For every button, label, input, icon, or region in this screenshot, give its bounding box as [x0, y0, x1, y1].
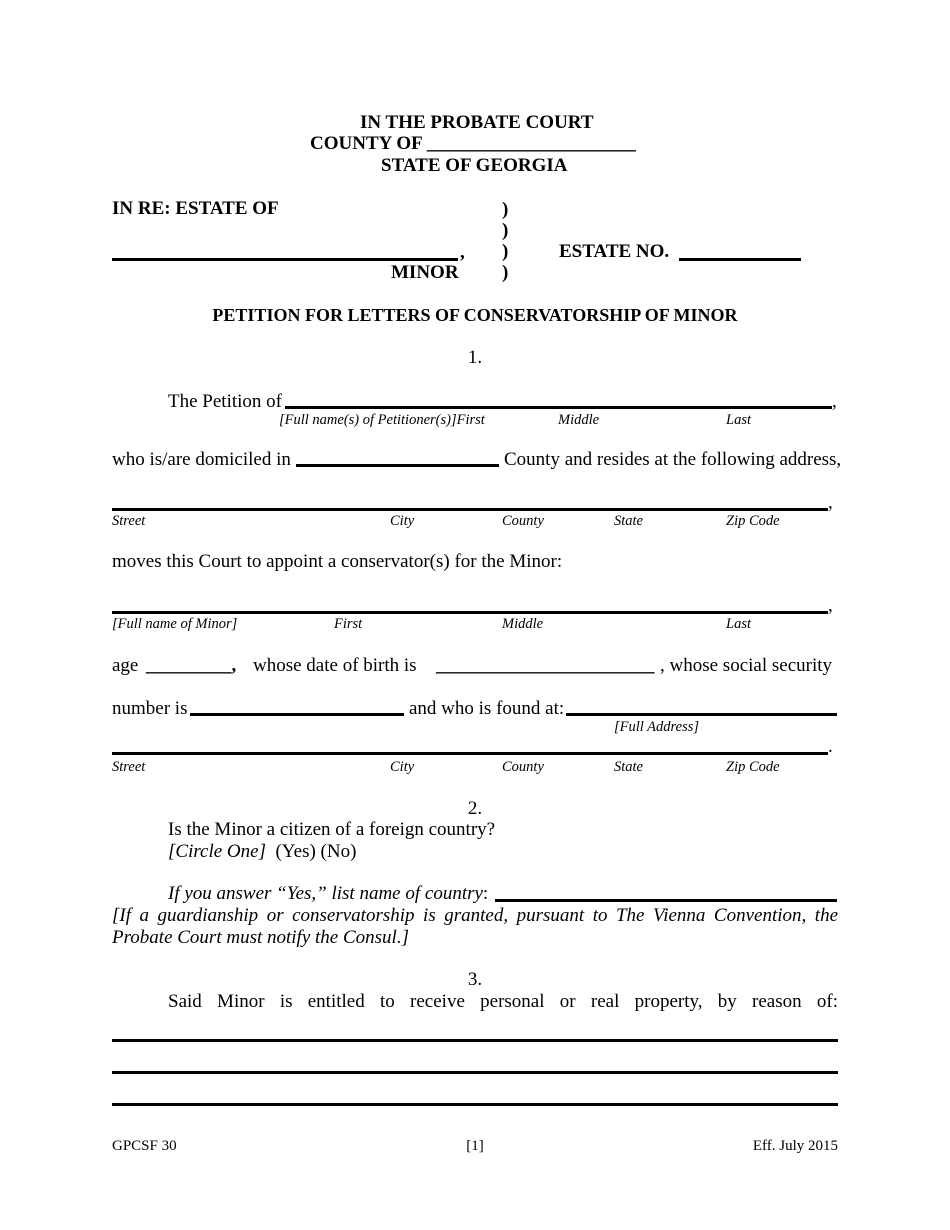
caption-paren: ) — [502, 220, 509, 241]
age-field[interactable]: _________, — [146, 655, 237, 676]
number-is-label: number is — [112, 698, 188, 719]
caption-paren: ) — [502, 262, 509, 283]
yes-no-options[interactable]: (Yes) (No) — [275, 841, 357, 862]
comma: , — [832, 391, 837, 412]
estate-name-field[interactable] — [112, 258, 458, 261]
ssn-label: , whose social security — [660, 655, 833, 676]
petitioner-name-field[interactable] — [285, 406, 832, 409]
period: . — [828, 736, 833, 757]
field-label: [Full Address] — [614, 719, 699, 735]
country-field[interactable] — [495, 899, 837, 902]
minor-name-field[interactable] — [112, 611, 828, 614]
page-number: [1] — [466, 1138, 484, 1154]
if-yes-text: If you answer “Yes,” list name of country — [168, 883, 483, 904]
field-label: Last — [726, 412, 751, 428]
petition-title: PETITION FOR LETTERS OF CONSERVATORSHIP OF MINOR — [212, 305, 738, 325]
petitioner-address-field[interactable] — [112, 508, 828, 511]
field-label: [Full name of Minor] — [112, 616, 238, 632]
in-re-label: IN RE: ESTATE OF — [112, 198, 279, 219]
reason-line-1[interactable] — [112, 1039, 838, 1042]
estate-no-field[interactable] — [679, 258, 801, 261]
section-number: 1. — [467, 347, 483, 368]
field-label: Zip Code — [726, 759, 780, 775]
comma: , — [828, 492, 833, 513]
petition-of-label: The Petition of — [168, 391, 282, 412]
found-at-label: and who is found at: — [409, 698, 565, 719]
caption-paren: ) — [502, 199, 509, 220]
field-label: State — [614, 513, 643, 529]
foreign-citizen-question: Is the Minor a citizen of a foreign country? — [168, 819, 496, 840]
court-heading: IN THE PROBATE COURT — [360, 112, 594, 133]
state-heading: STATE OF GEORGIA — [381, 155, 568, 176]
county-heading — [310, 133, 636, 155]
dob-label: whose date of birth is — [253, 655, 417, 676]
vienna-convention-note: [If a guardianship or conservatorship is granted, pursuant to The Vienna Convention, the Probate Court must notify the Consul.] — [112, 905, 838, 948]
field-label: [Full name(s) of Petitioner(s)]First — [279, 412, 485, 428]
field-label: City — [390, 513, 415, 529]
county-resides-label: County and resides at the following address, — [504, 449, 842, 470]
domiciled-label: who is/are domiciled in — [112, 449, 291, 470]
county-label: COUNTY OF — [310, 133, 423, 154]
caption-paren: ) — [502, 241, 509, 262]
minor-label: MINOR — [391, 262, 459, 283]
effective-date: Eff. July 2015 — [752, 1138, 838, 1154]
field-label: Last — [726, 616, 751, 632]
domicile-county-field[interactable] — [296, 464, 499, 467]
ssn-field[interactable] — [190, 713, 404, 716]
circle-one-label: [Circle One] — [168, 841, 266, 862]
section-number: 2. — [467, 798, 483, 819]
field-label: State — [614, 759, 643, 775]
dob-field[interactable]: _______________________ — [436, 655, 655, 676]
field-label: City — [390, 759, 415, 775]
reason-line-2[interactable] — [112, 1071, 838, 1074]
section-number: 3. — [467, 969, 483, 990]
comma: , — [828, 595, 833, 616]
estate-no-label: ESTATE NO. — [559, 241, 670, 262]
field-label: Middle — [558, 412, 600, 428]
field-label: County — [502, 513, 544, 529]
minor-address-field[interactable] — [112, 752, 828, 755]
colon: : — [482, 883, 489, 904]
circle-one-line — [168, 841, 356, 863]
field-label: Zip Code — [726, 513, 780, 529]
field-label: Street — [112, 759, 146, 775]
caption-comma: , — [460, 242, 465, 263]
if-yes-label — [168, 883, 488, 905]
form-id: GPCSF 30 — [112, 1138, 177, 1154]
field-label: Street — [112, 513, 146, 529]
field-label: County — [502, 759, 544, 775]
age-label: age — [112, 655, 139, 676]
property-reason-text: Said Minor is entitled to receive personal or real property, by reason of: — [168, 991, 838, 1012]
field-label: First — [334, 616, 363, 632]
county-blank[interactable]: ______________________ — [426, 133, 636, 154]
field-label: Middle — [502, 616, 544, 632]
moves-court-text: moves this Court to appoint a conservator(s) for the Minor: — [112, 551, 563, 572]
found-at-field[interactable] — [566, 713, 837, 716]
reason-line-3[interactable] — [112, 1103, 838, 1106]
